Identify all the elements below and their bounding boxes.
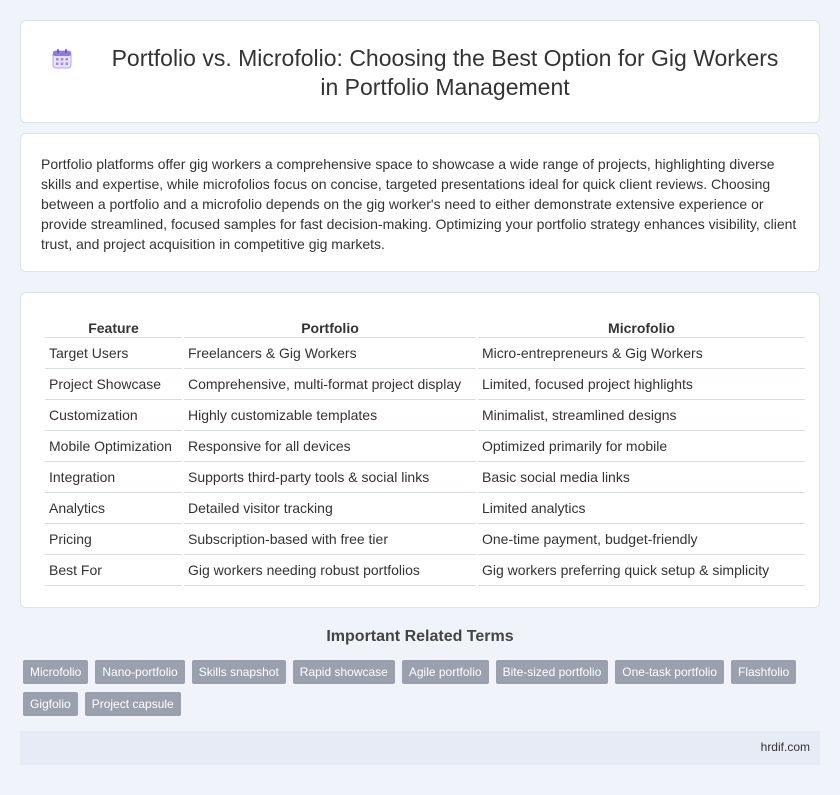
table-cell: Highly customizable templates — [184, 400, 476, 431]
title-card — [20, 20, 820, 123]
header-microfolio: Microfolio — [478, 316, 805, 338]
table-cell: Analytics — [45, 493, 182, 524]
table-cell: Subscription-based with free tier — [184, 524, 476, 555]
table-cell: Project Showcase — [45, 369, 182, 400]
table-cell: Freelancers & Gig Workers — [184, 338, 476, 369]
intro-card — [20, 133, 820, 272]
table-row — [45, 431, 805, 462]
header-portfolio: Portfolio — [184, 316, 476, 338]
table-row — [45, 338, 805, 369]
tag-project-capsule[interactable]: Project capsule — [85, 692, 181, 716]
table-cell: Gig workers needing robust portfolios — [184, 555, 476, 586]
table-cell: Mobile Optimization — [45, 431, 182, 462]
tag-bite-sized-portfolio[interactable]: Bite-sized portfolio — [496, 660, 609, 684]
table-cell: Pricing — [45, 524, 182, 555]
table-cell: One-time payment, budget-friendly — [478, 524, 805, 555]
table-cell: Supports third-party tools & social links — [184, 462, 476, 493]
table-cell: Minimalist, streamlined designs — [478, 400, 805, 431]
table-cell: Integration — [45, 462, 182, 493]
footer — [20, 731, 820, 765]
table-cell: Basic social media links — [478, 462, 805, 493]
page-title: Portfolio vs. Microfolio: Choosing the Best Option for Gig Workers in Portfolio Management — [111, 44, 779, 100]
table-header-row — [45, 316, 805, 338]
comparison-table — [43, 316, 807, 586]
related-terms-list — [23, 660, 823, 716]
intro-paragraph: Portfolio platforms offer gig workers a comprehensive space to showcase a wide range of projects, highlighting diverse skills and expertise, while microfolios focus on concise, targeted presentations ideal for quick client reviews. Choosing between a portfolio and a microfolio depends on the gig worker's need to either demonstrate extensive experience or provide streamlined, focused samples for fast decision-making. Optimizing your portfolio strategy enhances visibility, client trust, and project acquisition in competitive gig markets. — [41, 156, 797, 252]
table-row — [45, 524, 805, 555]
table-row — [45, 462, 805, 493]
tag-nano-portfolio[interactable]: Nano-portfolio — [95, 660, 184, 684]
header-feature: Feature — [45, 316, 182, 338]
table-row — [45, 555, 805, 586]
table-cell: Detailed visitor tracking — [184, 493, 476, 524]
table-row — [45, 400, 805, 431]
table-cell: Gig workers preferring quick setup & simplicity — [478, 555, 805, 586]
tag-gigfolio[interactable]: Gigfolio — [23, 692, 78, 716]
table-cell: Customization — [45, 400, 182, 431]
table-cell: Micro-entrepreneurs & Gig Workers — [478, 338, 805, 369]
table-row — [45, 493, 805, 524]
table-row — [45, 369, 805, 400]
tag-flashfolio[interactable]: Flashfolio — [731, 660, 796, 684]
table-cell: Limited, focused project highlights — [478, 369, 805, 400]
comparison-table-card — [20, 292, 820, 608]
footer-site-link[interactable]: hrdif.com — [760, 740, 810, 754]
table-cell: Comprehensive, multi-format project display — [184, 369, 476, 400]
tag-microfolio[interactable]: Microfolio — [23, 660, 88, 684]
table-cell: Best For — [45, 555, 182, 586]
tag-one-task-portfolio[interactable]: One-task portfolio — [615, 660, 724, 684]
tag-rapid-showcase[interactable]: Rapid showcase — [293, 660, 395, 684]
tag-agile-portfolio[interactable]: Agile portfolio — [402, 660, 489, 684]
table-cell: Target Users — [45, 338, 182, 369]
table-cell: Optimized primarily for mobile — [478, 431, 805, 462]
tag-skills-snapshot[interactable]: Skills snapshot — [192, 660, 286, 684]
related-terms-title: Important Related Terms — [326, 628, 514, 645]
table-cell: Limited analytics — [478, 493, 805, 524]
table-cell: Responsive for all devices — [184, 431, 476, 462]
